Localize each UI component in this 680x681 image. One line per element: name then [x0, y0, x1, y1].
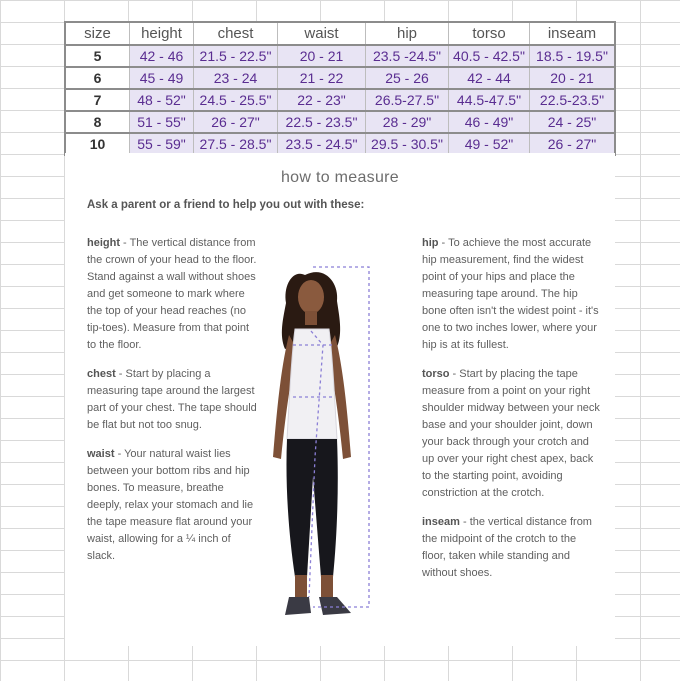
size-cell: 6 [65, 67, 130, 89]
table-row [65, 133, 615, 155]
table-cell: 45 - 49 [130, 67, 194, 89]
table-cell: 25 - 26 [366, 67, 449, 89]
table-cell: 44.5-47.5" [449, 89, 530, 111]
table-row [65, 45, 615, 67]
table-cell: 28 - 29" [366, 111, 449, 133]
column-header: height [130, 22, 194, 45]
size-cell: 5 [65, 45, 130, 67]
size-cell: 8 [65, 111, 130, 133]
table-row [65, 67, 615, 89]
term-label: chest [87, 368, 116, 380]
term-label: height [87, 237, 120, 249]
table-cell: 26.5-27.5" [366, 89, 449, 111]
column-header: hip [366, 22, 449, 45]
instruction-text: - the vertical distance from the midpoint of the crotch to the floor, taken while standing and without shoes. [422, 516, 592, 579]
table-cell: 21 - 22 [278, 67, 366, 89]
table-cell: 24 - 25" [530, 111, 616, 133]
waist-instruction [87, 446, 259, 565]
size-cell: 7 [65, 89, 130, 111]
table-cell: 22.5-23.5" [530, 89, 616, 111]
table-row [65, 89, 615, 111]
table-cell: 46 - 49" [449, 111, 530, 133]
table-row [65, 111, 615, 133]
table-cell: 20 - 21 [278, 45, 366, 67]
face-shape [298, 280, 324, 314]
guide-title: how to measure [280, 169, 400, 186]
table-cell: 26 - 27" [530, 133, 616, 155]
inseam-instruction [422, 514, 600, 582]
left-shoe [285, 597, 311, 615]
size-cell: 10 [65, 133, 130, 155]
instruction-text: - The vertical distance from the crown of your head to the floor. Stand against a wall without shoes and get someone to mark where the top of your head reaches (no tip-toes). Measure from that point to the floor. [87, 237, 257, 351]
torso-instruction [422, 366, 600, 502]
table-cell: 40.5 - 42.5" [449, 45, 530, 67]
chest-instruction [87, 366, 259, 434]
column-header: chest [194, 22, 278, 45]
column-header: size [65, 22, 130, 45]
table-cell: 26 - 27" [194, 111, 278, 133]
hip-instruction [422, 235, 600, 354]
neck-shape [305, 311, 317, 325]
column-header: waist [278, 22, 366, 45]
table-header-row [65, 22, 615, 45]
table-cell: 23.5 - 24.5" [278, 133, 366, 155]
instruction-text: - To achieve the most accurate hip measurement, find the widest point of your hips and place the measuring tape around. The hip bone often isn't the widest point - it's one to two inches lower, where your hip is at its fullest. [422, 237, 599, 351]
table-cell: 24.5 - 25.5" [194, 89, 278, 111]
table-cell: 18.5 - 19.5" [530, 45, 616, 67]
measuring-guide [65, 153, 615, 646]
term-label: torso [422, 368, 450, 380]
table-cell: 42 - 46 [130, 45, 194, 67]
table-cell: 48 - 52" [130, 89, 194, 111]
table-cell: 22.5 - 23.5" [278, 111, 366, 133]
right-calf [321, 575, 333, 599]
table-cell: 20 - 21 [530, 67, 616, 89]
size-chart-table [64, 21, 616, 156]
instruction-text: - Start by placing a measuring tape around the largest part of your chest. The tape should be flat but not too snug. [87, 368, 257, 431]
table-cell: 51 - 55" [130, 111, 194, 133]
guide-intro: Ask a parent or a friend to help you out with these: [87, 199, 365, 211]
table-cell: 27.5 - 28.5" [194, 133, 278, 155]
term-label: waist [87, 448, 115, 460]
instruction-text: - Start by placing the tape measure from a point on your right shoulder midway between your neck base and your shoulder joint, down your back through your crotch and up over your right chest apex, back to the starting point, avoiding constriction at the crotch. [422, 368, 600, 499]
height-instruction [87, 235, 259, 354]
column-header: inseam [530, 22, 616, 45]
leggings [286, 439, 337, 577]
instruction-text: - Your natural waist lies between your bottom ribs and hip bones. To measure, breathe deeply, relax your stomach and lie the tape measure flat around your waist, allowing for a ¼ inch of slack. [87, 448, 254, 562]
left-calf [295, 575, 307, 599]
right-instructions [422, 235, 600, 594]
right-shoe [319, 597, 351, 615]
table-cell: 42 - 44 [449, 67, 530, 89]
table-cell: 23 - 24 [194, 67, 278, 89]
term-label: inseam [422, 516, 460, 528]
table-cell: 22 - 23" [278, 89, 366, 111]
column-header: torso [449, 22, 530, 45]
table-cell: 55 - 59" [130, 133, 194, 155]
model-figure-illustration [253, 257, 383, 627]
table-cell: 23.5 -24.5" [366, 45, 449, 67]
table-cell: 21.5 - 22.5" [194, 45, 278, 67]
left-instructions [87, 235, 259, 577]
table-cell: 49 - 52" [449, 133, 530, 155]
table-cell: 29.5 - 30.5" [366, 133, 449, 155]
term-label: hip [422, 237, 439, 249]
